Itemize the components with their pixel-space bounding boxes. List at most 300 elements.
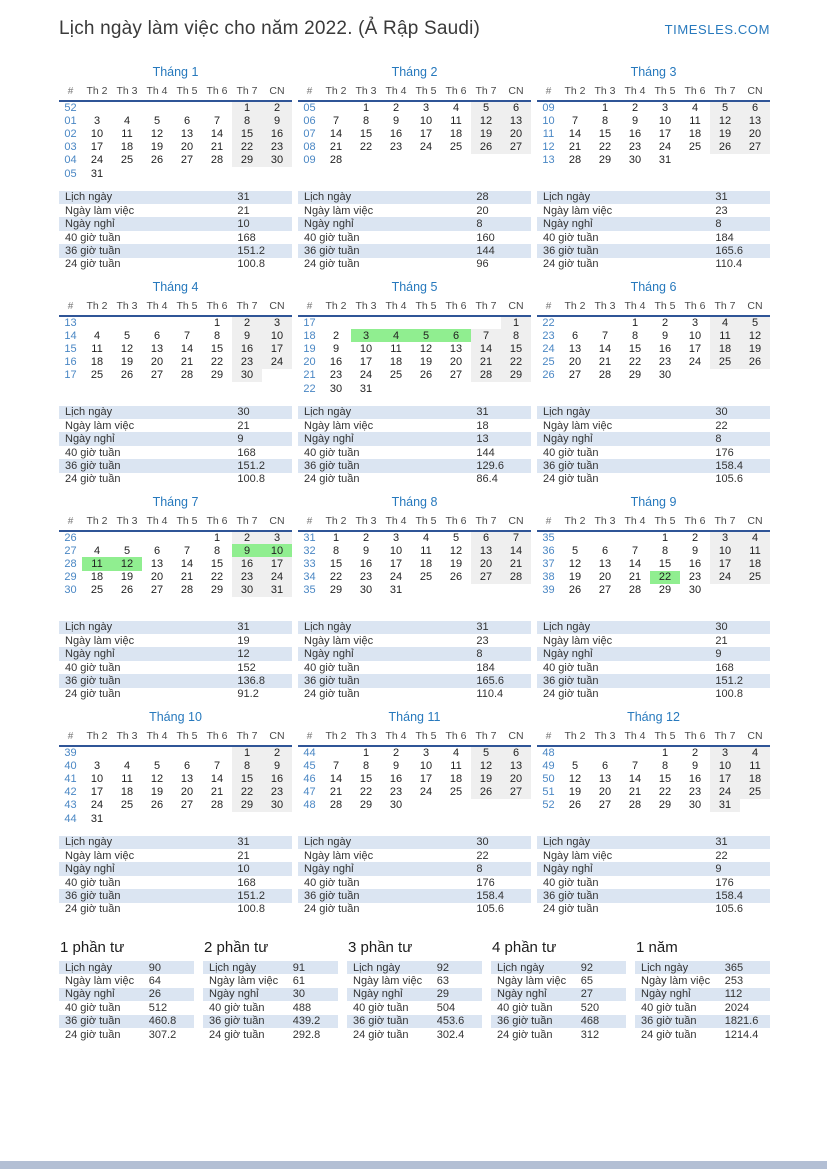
stat-value: 29 [436,988,449,1001]
empty-day-cell [112,531,142,544]
stat-value: 30 [715,406,728,419]
stat-value: 158.4 [715,889,743,902]
stat-row [59,217,292,230]
page-header [59,18,770,40]
empty-day-cell [172,101,202,114]
calendar-table [537,514,770,597]
stat-value: 8 [715,433,722,446]
stat-value: 22 [715,419,728,432]
day-header: Th 3 [590,84,620,101]
stat-label: Ngày làm việc [209,975,279,988]
week-row [298,114,531,127]
day-cell: 5 [571,759,579,772]
stat-row [59,862,292,875]
day-cell: 19 [568,786,582,799]
stat-value: 292.8 [292,1028,321,1041]
week-number: 10 [542,114,555,127]
week-row [59,544,292,557]
empty-day-cell [411,382,441,395]
empty-day-cell [471,584,501,597]
day-header: Th 5 [172,84,202,101]
day-cell: 10 [710,759,740,772]
day-cell: 2 [232,316,262,329]
stat-value: 439.2 [292,1015,321,1028]
month-title: Tháng 5 [391,280,438,294]
stat-row [298,473,531,486]
week-number: 19 [303,342,316,355]
calendar-table [59,514,292,597]
stat-value: 165.6 [715,244,743,257]
week-row [537,584,770,597]
day-cell: 10 [389,544,403,557]
week-number: 30 [64,584,77,597]
day-cell: 2 [392,102,400,115]
day-header: Th 7 [232,299,262,316]
day-header: Th 5 [411,84,441,101]
empty-day-cell [112,167,142,180]
stat-value: 176 [715,876,734,889]
day-cell: 1 [213,317,221,330]
day-header: Th 2 [560,84,590,101]
stat-row [537,406,770,419]
week-column-header: # [537,84,560,101]
stat-value: 9 [237,433,244,446]
stat-row [59,836,292,849]
stat-row [347,961,482,974]
day-cell: 28 [180,584,194,597]
stat-value: 30 [292,988,305,1001]
day-cell: 2 [691,747,699,760]
week-number: 48 [542,747,555,760]
stat-value: 26 [148,988,161,1001]
month-title: Tháng 4 [152,280,199,294]
empty-day-cell [710,584,740,597]
day-cell: 13 [598,557,612,570]
day-cell: 27 [471,571,501,584]
day-cell: 4 [93,329,101,342]
day-cell: 7 [601,329,609,342]
stat-value: 8 [476,648,483,661]
empty-day-cell [680,154,710,167]
stat-value: 21 [715,634,728,647]
empty-day-cell [142,316,172,329]
day-header: Th 7 [710,84,740,101]
day-cell: 3 [93,114,101,127]
day-cell: 13 [471,544,501,557]
day-cell: 9 [661,329,669,342]
day-cell: 1 [232,746,262,759]
stat-label: Lịch ngày [543,406,591,419]
day-header: Th 7 [471,299,501,316]
week-column-header: # [537,299,560,316]
stat-label: 36 giờ tuần [543,244,599,257]
stat-value: 158.4 [476,889,504,902]
day-header: Th 3 [590,729,620,746]
day-header: Th 7 [232,729,262,746]
calendar-table [298,729,531,812]
day-cell: 13 [449,342,463,355]
stat-value: 453.6 [436,1015,465,1028]
day-cell: 8 [232,759,262,772]
week-row [59,571,292,584]
day-header: Th 6 [202,299,232,316]
stat-row [537,204,770,217]
day-cell: 5 [710,101,740,114]
day-cell: 3 [661,102,669,115]
stat-row [537,674,770,687]
day-header-row [59,729,292,746]
day-header: CN [740,84,770,101]
day-cell: 11 [740,759,770,772]
brand-link[interactable]: TIMESLES.COM [664,22,770,37]
day-cell: 20 [150,571,164,584]
empty-day-cell [411,799,441,812]
week-number: 03 [64,141,77,154]
week-row [298,369,531,382]
day-cell: 30 [232,369,262,382]
stat-row [298,903,531,916]
empty-day-cell [82,746,112,759]
week-column-header: # [59,299,82,316]
week-row [298,557,531,570]
day-cell: 28 [329,799,343,812]
week-number: 35 [303,584,316,597]
month-title: Tháng 11 [388,710,441,724]
day-header: Th 7 [232,514,262,531]
week-number: 34 [303,571,316,584]
stat-row [491,974,626,987]
stat-value: 30 [237,406,250,419]
stat-label: Ngày nghỉ [543,863,593,876]
months-grid [59,65,770,925]
empty-day-cell [142,101,172,114]
stat-row [537,244,770,257]
stat-label: 24 giờ tuần [543,688,599,701]
stat-row [298,876,531,889]
calendar-table [298,514,531,597]
day-cell: 30 [359,584,373,597]
stat-row [537,876,770,889]
stat-row [537,862,770,875]
day-header: Th 7 [471,729,501,746]
day-cell: 7 [501,531,531,544]
day-cell: 1 [661,747,669,760]
stat-value: 21 [237,419,250,432]
stat-value: 110.4 [476,688,504,701]
day-cell: 17 [90,141,104,154]
day-cell: 14 [329,127,343,140]
week-row [59,114,292,127]
stat-label: 24 giờ tuần [65,903,121,916]
empty-day-cell [471,316,501,329]
stat-label: Lịch ngày [304,191,352,204]
week-number: 20 [303,356,316,369]
day-cell: 25 [449,141,463,154]
stat-row [537,647,770,660]
day-cell: 26 [449,571,463,584]
day-cell: 25 [389,369,403,382]
stat-label: Ngày làm việc [304,419,374,432]
day-cell: 25 [740,786,770,799]
day-header-row [537,299,770,316]
day-cell: 21 [329,786,343,799]
stat-value: 100.8 [237,258,265,271]
week-row [59,369,292,382]
day-cell: 11 [689,114,701,127]
stat-label: Lịch ngày [543,191,591,204]
stat-value: 63 [436,975,449,988]
stat-row [537,191,770,204]
stat-value: 92 [436,961,449,974]
day-header: Th 6 [441,729,471,746]
day-cell: 27 [150,584,164,597]
empty-day-cell [411,316,441,329]
week-column-header: # [537,729,560,746]
stats-table [59,191,292,271]
day-header: Th 6 [680,729,710,746]
stat-value: 22 [476,849,489,862]
summary-block [635,939,770,1041]
day-cell: 9 [631,114,639,127]
week-row [537,101,770,114]
empty-day-cell [82,316,112,329]
day-header: CN [740,299,770,316]
week-number: 50 [542,772,555,785]
stat-row [298,217,531,230]
day-cell: 12 [419,342,433,355]
stat-label: 24 giờ tuần [65,1028,121,1041]
day-cell: 18 [710,342,740,355]
stat-row [59,621,292,634]
week-number: 23 [542,329,555,342]
day-cell: 4 [452,102,460,115]
day-cell: 14 [501,544,531,557]
day-cell: 2 [631,102,639,115]
stat-value: 312 [580,1028,600,1041]
day-header-row [59,514,292,531]
stat-row [347,1015,482,1028]
day-cell: 23 [232,356,262,369]
empty-day-cell [202,101,232,114]
day-header-row [298,299,531,316]
day-cell: 20 [180,141,194,154]
day-cell: 24 [658,141,672,154]
stat-row [347,1001,482,1014]
day-header: CN [262,729,292,746]
stat-value: 365 [724,961,744,974]
empty-day-cell [620,746,650,759]
day-cell: 8 [661,544,669,557]
stat-row [537,459,770,472]
stat-value: 21 [237,204,250,217]
stat-value: 160 [476,231,495,244]
stat-label: Ngày làm việc [304,204,374,217]
stat-label: Lịch ngày [543,836,591,849]
stat-value: 86.4 [476,473,498,486]
stat-label: 36 giờ tuần [65,459,121,472]
stat-row [203,1028,338,1041]
stat-row [59,204,292,217]
day-cell: 23 [658,356,672,369]
empty-day-cell [441,799,471,812]
empty-day-cell [82,531,112,544]
day-cell: 23 [389,786,403,799]
day-cell: 28 [210,799,224,812]
week-number: 21 [303,369,316,382]
empty-day-cell [142,746,172,759]
day-header-row [537,729,770,746]
day-cell: 18 [90,571,104,584]
stats-table [298,191,531,271]
week-row [298,154,531,167]
day-header: Th 7 [471,514,501,531]
day-cell: 25 [120,799,134,812]
week-row [298,141,531,154]
stat-value: 31 [237,191,250,204]
day-cell: 24 [710,571,740,584]
stats-table [635,961,770,1041]
day-cell: 9 [362,544,370,557]
stat-row [59,473,292,486]
month-block [537,710,770,916]
day-header: Th 4 [620,84,650,101]
day-cell: 25 [90,584,104,597]
day-cell: 23 [628,141,642,154]
stat-label: Lịch ngày [497,961,545,974]
stat-row [537,258,770,271]
week-row [537,329,770,342]
stat-row [491,988,626,1001]
day-cell: 15 [658,772,672,785]
day-cell: 2 [362,532,370,545]
summary-block [347,939,482,1041]
day-header: Th 2 [82,514,112,531]
stat-value: 30 [715,621,728,634]
day-cell: 25 [710,356,740,369]
month-block [59,280,292,486]
stat-row [298,244,531,257]
day-header: CN [262,299,292,316]
day-header: Th 2 [321,729,351,746]
stat-label: Ngày làm việc [304,849,374,862]
day-cell: 11 [91,342,103,355]
stat-value: 31 [715,191,728,204]
day-cell: 9 [232,544,262,557]
day-cell: 9 [392,114,400,127]
day-header: Th 5 [172,729,202,746]
day-cell: 1 [631,317,639,330]
day-header: Th 5 [411,729,441,746]
stat-label: Ngày làm việc [304,634,374,647]
day-cell: 26 [568,799,582,812]
week-number: 40 [64,759,77,772]
week-column-header: # [298,729,321,746]
summary-title: 4 phần tư [492,939,557,956]
stat-value: 176 [715,446,734,459]
day-cell: 16 [688,557,702,570]
day-cell: 2 [232,531,262,544]
stats-table [203,961,338,1041]
day-header: Th 2 [82,299,112,316]
week-row [537,531,770,544]
day-cell: 8 [661,759,669,772]
day-cell: 18 [449,772,463,785]
day-cell: 12 [568,772,582,785]
stat-row [491,961,626,974]
stat-row [298,258,531,271]
day-cell: 19 [120,356,134,369]
day-cell: 2 [332,329,340,342]
day-cell: 28 [628,799,642,812]
stat-value: 23 [476,634,489,647]
week-number: 42 [64,786,77,799]
day-cell: 22 [359,786,373,799]
empty-day-cell [112,316,142,329]
empty-day-cell [381,154,411,167]
stat-value: 31 [237,621,250,634]
stat-row [59,419,292,432]
summary-title: 3 phần tư [348,939,413,956]
stat-row [203,1001,338,1014]
stat-value: 28 [476,191,489,204]
stat-label: 40 giờ tuần [543,446,599,459]
day-cell: 23 [688,571,702,584]
day-cell: 19 [471,127,501,140]
day-cell: 17 [262,557,292,570]
stat-value: 1214.4 [724,1028,759,1041]
day-cell: 14 [210,772,224,785]
stat-value: 100.8 [237,473,265,486]
day-cell: 1 [362,102,370,115]
day-cell: 24 [688,356,702,369]
day-cell: 5 [452,532,460,545]
day-cell: 19 [740,342,770,355]
day-header: CN [501,514,531,531]
week-row [59,799,292,812]
empty-day-cell [740,154,770,167]
day-cell: 14 [628,557,642,570]
day-cell: 3 [691,317,699,330]
week-column-header: # [298,514,321,531]
stat-label: Ngày làm việc [65,634,135,647]
day-cell: 29 [210,584,224,597]
week-number: 07 [303,127,316,140]
day-cell: 13 [740,114,770,127]
day-cell: 19 [710,127,740,140]
day-cell: 20 [501,772,531,785]
stat-value: 27 [580,988,593,1001]
stat-label: 40 giờ tuần [641,1001,697,1014]
day-cell: 23 [232,571,262,584]
day-cell: 2 [661,317,669,330]
stat-label: Ngày làm việc [65,975,135,988]
stat-row [298,621,531,634]
day-cell: 17 [419,772,433,785]
stat-label: 40 giờ tuần [304,231,360,244]
stat-label: Lịch ngày [65,961,113,974]
week-number: 44 [303,747,316,760]
week-row [537,342,770,355]
stat-value: 61 [292,975,305,988]
day-cell: 22 [232,786,262,799]
calendar-table [537,84,770,167]
day-header: Th 3 [351,514,381,531]
empty-day-cell [740,584,770,597]
empty-day-cell [441,584,471,597]
day-cell: 26 [150,154,164,167]
day-header: Th 2 [321,299,351,316]
day-cell: 22 [628,356,642,369]
